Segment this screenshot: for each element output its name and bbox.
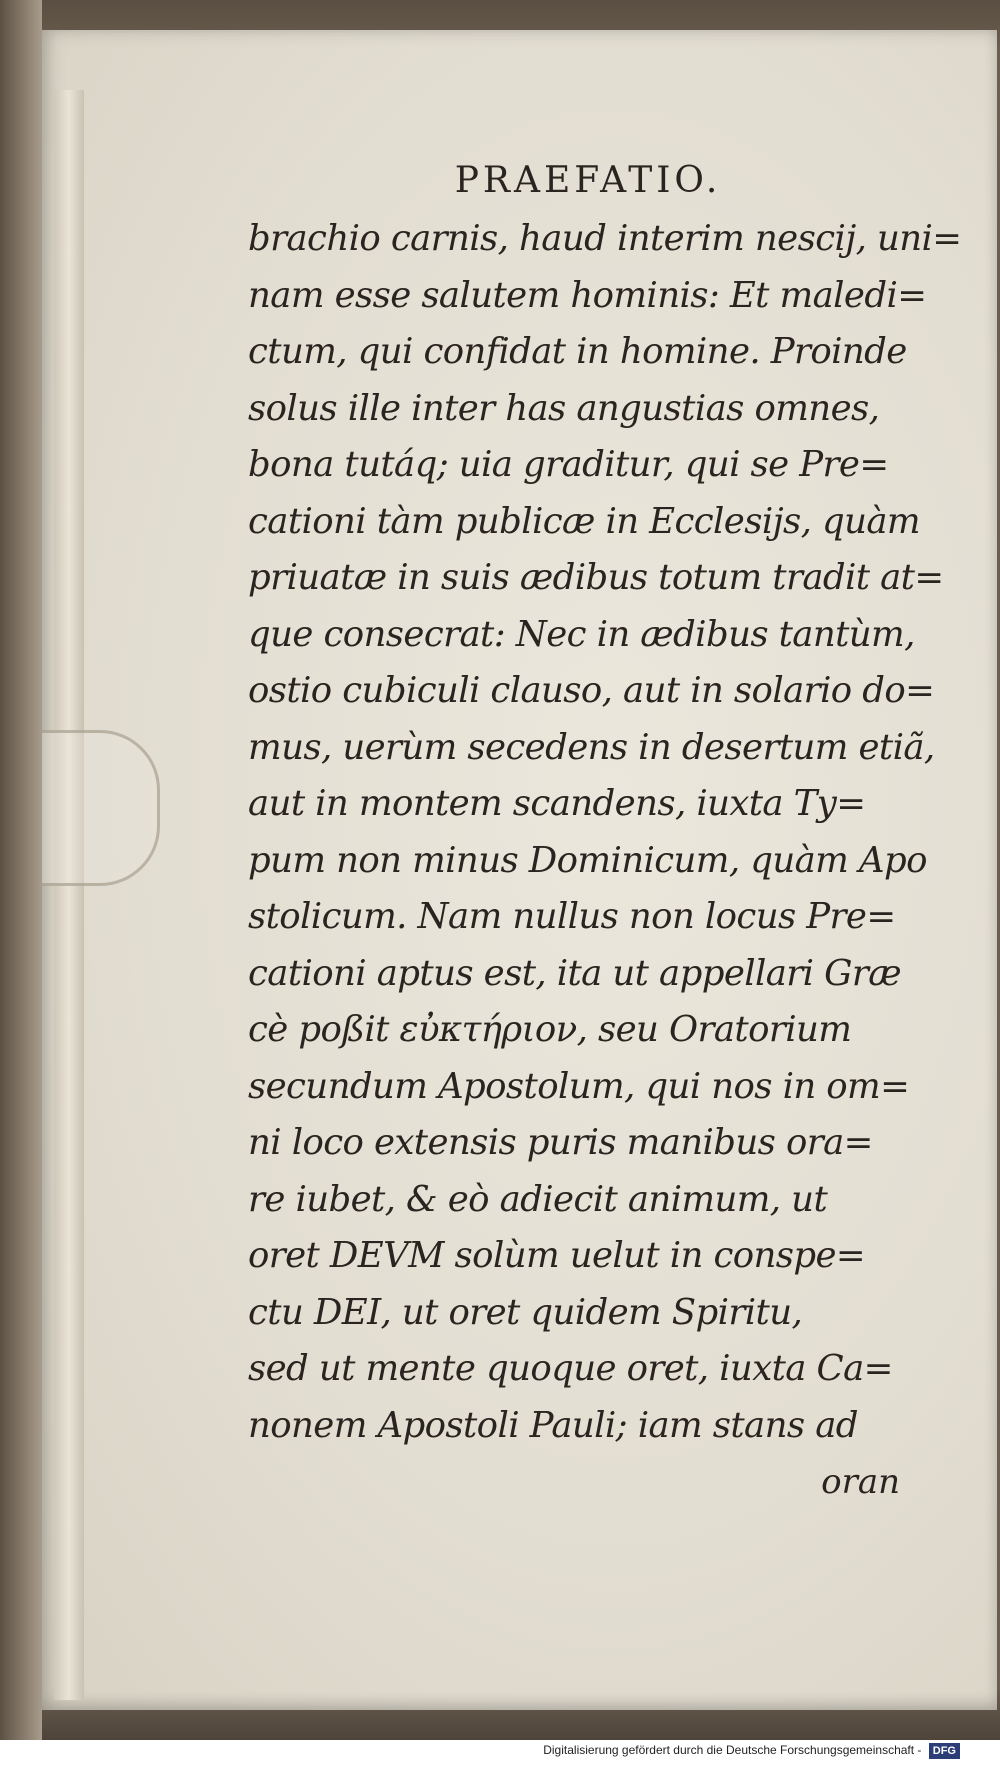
text-line-8: que consecrat: Nec in ædibus tantùm, <box>248 613 915 655</box>
text-line-10: mus, uerùm secedens in desertum etiã, <box>248 726 935 768</box>
text-line-14: cationi aptus est, ita ut appellari Græ <box>248 952 902 994</box>
page-clip <box>42 730 160 886</box>
text-line-3: ctum, qui confidat in homine. Proinde <box>248 331 907 372</box>
credit-text: Digitalisierung gefördert durch die Deutsche Forschungsgemeinschaft - <box>543 1743 922 1757</box>
digitization-credit <box>0 1743 1000 1763</box>
text-line-16: secundum Apostolum, qui nos in om= <box>248 1065 910 1107</box>
catchword: oran <box>821 1462 900 1502</box>
text-line-5: bona tutáq; uia graditur, qui se Pre= <box>248 444 889 485</box>
text-line-11: aut in montem scandens, iuxta Ty= <box>248 783 866 824</box>
dfg-logo[interactable]: DFG <box>929 1743 960 1759</box>
text-line-18: re iubet, & eò adiecit animum, ut <box>248 1178 828 1220</box>
page-edges <box>54 90 84 1700</box>
text-line-21: sed ut mente quoque oret, iuxta Ca= <box>248 1348 893 1389</box>
text-line-12: pum non minus Dominicum, quàm Apo <box>248 839 927 881</box>
text-line-1: brachio carnis, haud interim nescij, uni= <box>248 218 962 259</box>
text-line-6: cationi tàm publicæ in Ecclesijs, quàm <box>248 500 920 542</box>
text-line-4: solus ille inter has angustias omnes, <box>248 387 880 429</box>
text-line-20: ctu DEI, ut oret quidem Spiritu, <box>248 1291 803 1333</box>
text-line-2: nam esse salutem hominis: Et maledi= <box>248 274 927 316</box>
text-line-19: oret DEVM solùm uelut in conspe= <box>248 1235 866 1276</box>
book-board-left <box>0 0 42 1740</box>
text-line-7: priuatæ in suis ædibus totum tradit at= <box>248 557 944 598</box>
text-line-22: nonem Apostoli Pauli; iam stans ad <box>248 1404 858 1446</box>
text-line-15: cè poßit εὐκτήριον, seu Oratorium <box>248 1009 852 1050</box>
text-line-13: stolicum. Nam nullus non locus Pre= <box>248 896 896 937</box>
text-line-9: ostio cubiculi clauso, aut in solario do= <box>248 670 935 711</box>
text-block <box>248 155 962 1510</box>
running-header: PRAEFATIO. <box>454 160 722 201</box>
text-line-17: ni loco extensis puris manibus ora= <box>248 1122 873 1163</box>
